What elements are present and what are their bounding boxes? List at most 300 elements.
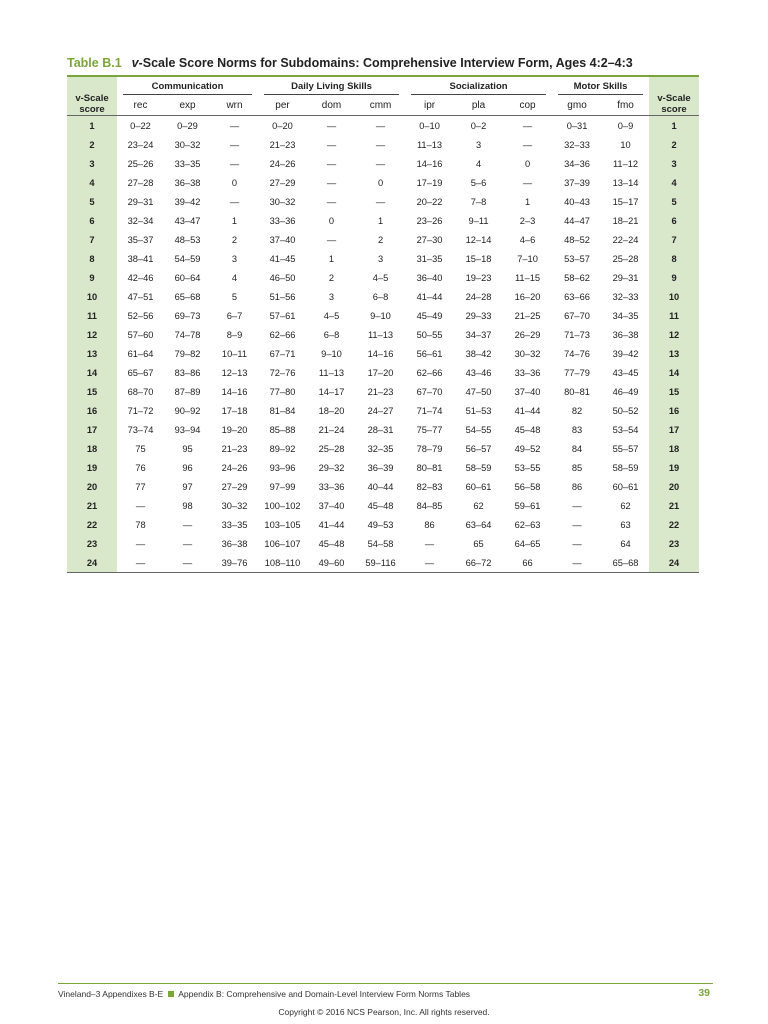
table-row [67, 116, 699, 136]
vscale-score-cell: 20 [649, 477, 699, 496]
vscale-score-cell: 15 [649, 382, 699, 401]
score-range-cell: 97 [182, 481, 193, 492]
score-range-cell: 29–33 [465, 310, 492, 321]
score-range-cell: — [229, 120, 240, 131]
score-range-cell: — [326, 234, 337, 245]
vscale-score-cell: 18 [649, 439, 699, 458]
score-range-cell: 79–82 [174, 348, 201, 359]
table-row [67, 477, 699, 496]
vscale-score-cell: 10 [649, 287, 699, 306]
vscale-score-cell: 19 [649, 458, 699, 477]
table-row [67, 325, 699, 344]
score-range-cell: 30–32 [269, 196, 296, 207]
subdomain-header: fmo [602, 95, 649, 116]
score-range-cell: 46–49 [612, 386, 639, 397]
table-row [67, 515, 699, 534]
score-range-cell: 65–68 [174, 291, 201, 302]
score-range-cell: 76 [135, 462, 146, 473]
score-range-cell: 100–102 [264, 500, 301, 511]
table-row [67, 363, 699, 382]
score-range-cell: — [229, 196, 240, 207]
table-row [67, 306, 699, 325]
score-range-cell: 9–10 [370, 310, 391, 321]
score-range-cell: 41–44 [416, 291, 443, 302]
vscale-score-cell: 19 [67, 458, 117, 477]
score-range-cell: — [326, 158, 337, 169]
vscale-score-cell: 17 [649, 420, 699, 439]
score-range-cell: — [326, 196, 337, 207]
score-range-cell: 3 [231, 253, 238, 264]
score-range-cell: 84–85 [416, 500, 443, 511]
score-range-cell: 35–37 [127, 234, 154, 245]
square-bullet-icon [168, 991, 174, 997]
score-range-cell: 77–79 [564, 367, 590, 378]
score-range-cell: — [572, 500, 582, 511]
score-range-cell: 32–34 [127, 215, 154, 226]
score-range-cell: 62 [620, 500, 631, 511]
score-range-cell: 34–37 [465, 329, 492, 340]
domain-header-daily-living: Daily Living Skills [258, 76, 405, 95]
score-range-cell: 69–73 [174, 310, 201, 321]
score-range-cell: 78 [135, 519, 146, 530]
score-range-cell: 97–99 [269, 481, 296, 492]
table-title [67, 56, 703, 70]
table-row [67, 344, 699, 363]
score-range-cell: 82–83 [416, 481, 443, 492]
score-range-cell: 21–25 [514, 310, 541, 321]
score-range-cell: 49–60 [307, 553, 356, 573]
score-range-cell: 0–22 [130, 120, 151, 131]
score-range-cell: 51–53 [465, 405, 492, 416]
score-range-cell: 60–61 [612, 481, 639, 492]
score-range-cell: — [326, 120, 337, 131]
score-range-cell: — [375, 120, 386, 131]
score-range-cell: 60–64 [174, 272, 201, 283]
score-range-cell: 11–15 [514, 272, 541, 283]
domain-header-communication: Communication [117, 76, 258, 95]
score-range-cell: 77 [135, 481, 146, 492]
score-range-cell: 36–38 [221, 538, 248, 549]
vscale-score-cell: 24 [649, 553, 699, 573]
score-range-cell: 72–76 [269, 367, 296, 378]
score-range-cell: — [552, 553, 602, 573]
score-range-cell: 1 [231, 215, 238, 226]
score-range-cell: 37–40 [318, 500, 345, 511]
score-range-cell: 57–60 [127, 329, 154, 340]
table-row [67, 553, 699, 573]
table-row [67, 439, 699, 458]
vscale-score-cell: 22 [67, 515, 117, 534]
page-number: 39 [698, 987, 710, 999]
score-range-cell: 23–24 [127, 139, 154, 150]
score-range-cell: — [522, 139, 533, 150]
score-range-cell: 17–18 [221, 405, 248, 416]
vscale-score-cell: 16 [649, 401, 699, 420]
vscale-score-cell: 15 [67, 382, 117, 401]
score-range-cell: 29–31 [612, 272, 639, 283]
score-range-cell: 67–70 [564, 310, 590, 321]
title-italic: v [131, 56, 139, 70]
score-range-cell: 75–77 [416, 424, 443, 435]
vscale-score-cell: 6 [67, 211, 117, 230]
vscale-header-right [649, 76, 699, 116]
table-row [67, 135, 699, 154]
score-range-cell: 39–76 [211, 553, 258, 573]
score-range-cell: 43–45 [612, 367, 639, 378]
score-range-cell: 29–32 [318, 462, 345, 473]
table-row [67, 496, 699, 515]
score-range-cell: 55–57 [612, 443, 639, 454]
vscale-score-cell: 4 [649, 173, 699, 192]
score-range-cell: — [326, 139, 337, 150]
vscale-score-cell: 12 [67, 325, 117, 344]
score-range-cell: — [424, 538, 435, 549]
score-range-cell: 52–56 [127, 310, 154, 321]
subdomain-header: ipr [405, 95, 454, 116]
score-range-cell: 93–94 [174, 424, 201, 435]
table-row [67, 268, 699, 287]
score-range-cell: 6–7 [226, 310, 243, 321]
score-range-cell: 65–67 [127, 367, 154, 378]
score-range-cell: 62–66 [269, 329, 296, 340]
domain-header-socialization: Socialization [405, 76, 552, 95]
score-range-cell: 48–53 [174, 234, 201, 245]
score-range-cell: 1 [377, 215, 384, 226]
score-range-cell: 14–16 [416, 158, 443, 169]
score-range-cell: 3 [377, 253, 384, 264]
score-range-cell: 17–19 [416, 177, 443, 188]
footer-running-head [58, 989, 470, 999]
score-range-cell: 49–52 [514, 443, 541, 454]
score-range-cell: 103–105 [264, 519, 301, 530]
table-row [67, 287, 699, 306]
score-range-cell: 33–35 [174, 158, 201, 169]
score-range-cell: 4 [231, 272, 238, 283]
score-range-cell: 64 [620, 538, 631, 549]
score-range-cell: 9–10 [321, 348, 342, 359]
score-range-cell: 8–9 [226, 329, 243, 340]
score-range-cell: 45–49 [416, 310, 443, 321]
score-range-cell: 19–23 [465, 272, 492, 283]
score-range-cell: — [405, 553, 454, 573]
score-range-cell: 2 [377, 234, 384, 245]
vscale-header-line1: v-Scale [657, 93, 691, 104]
vscale-score-cell: 21 [649, 496, 699, 515]
score-range-cell: 37–40 [514, 386, 541, 397]
vscale-score-cell: 6 [649, 211, 699, 230]
vscale-score-cell: 10 [67, 287, 117, 306]
score-range-cell: 44–47 [564, 215, 590, 226]
score-range-cell: 95 [182, 443, 193, 454]
score-range-cell: 0–31 [566, 120, 588, 131]
score-range-cell: 6–8 [323, 329, 340, 340]
footer-left-text: Vineland–3 Appendixes B-E [58, 989, 164, 999]
score-range-cell: 34–36 [564, 158, 590, 169]
score-range-cell: 85–88 [269, 424, 296, 435]
score-range-cell: 33–36 [514, 367, 541, 378]
score-range-cell: — [164, 553, 211, 573]
subdomain-header: cop [503, 95, 552, 116]
score-range-cell: 25–28 [318, 443, 345, 454]
vscale-score-cell: 7 [649, 230, 699, 249]
score-range-cell: 83 [571, 424, 583, 435]
score-range-cell: 63–66 [564, 291, 590, 302]
score-range-cell: 67–70 [416, 386, 443, 397]
score-range-cell: 67–71 [269, 348, 296, 359]
score-range-cell: 80–81 [564, 386, 590, 397]
score-range-cell: 7–10 [517, 253, 538, 264]
score-range-cell: 83–86 [174, 367, 201, 378]
score-range-cell: 71–74 [416, 405, 443, 416]
score-range-cell: 46–50 [269, 272, 296, 283]
table-row [67, 192, 699, 211]
score-range-cell: 21–24 [318, 424, 345, 435]
score-range-cell: 49–53 [367, 519, 394, 530]
vscale-score-cell: 8 [67, 249, 117, 268]
score-range-cell: 16–20 [514, 291, 541, 302]
score-range-cell: 3 [475, 139, 482, 150]
score-range-cell: 48–52 [564, 234, 590, 245]
score-range-cell: 86 [571, 481, 583, 492]
score-range-cell: 65 [473, 538, 484, 549]
score-range-cell: 32–35 [367, 443, 394, 454]
vscale-header-line1: v-Scale [75, 93, 109, 104]
score-range-cell: 56–57 [465, 443, 492, 454]
vscale-score-cell: 23 [649, 534, 699, 553]
vscale-score-cell: 8 [649, 249, 699, 268]
score-range-cell: 98 [182, 500, 193, 511]
vscale-score-cell: 21 [67, 496, 117, 515]
score-range-cell: 62–66 [416, 367, 443, 378]
score-range-cell: 6–8 [372, 291, 389, 302]
score-range-cell: 32–33 [612, 291, 639, 302]
score-range-cell: 27–30 [416, 234, 443, 245]
score-range-cell: 1 [524, 196, 531, 207]
score-range-cell: 59–116 [356, 553, 405, 573]
score-range-cell: 106–107 [264, 538, 301, 549]
score-range-cell: 2 [231, 234, 238, 245]
vscale-score-cell: 2 [67, 135, 117, 154]
score-range-cell: — [135, 500, 146, 511]
table-label: Table B.1 [67, 56, 122, 70]
vscale-score-cell: 7 [67, 230, 117, 249]
subdomain-header: gmo [552, 95, 602, 116]
score-range-cell: 25–26 [127, 158, 154, 169]
score-range-cell: 4–5 [372, 272, 389, 283]
vscale-score-cell: 20 [67, 477, 117, 496]
score-range-cell: 63 [620, 519, 631, 530]
norms-table [67, 75, 699, 573]
score-range-cell: 85 [571, 462, 583, 473]
score-range-cell: 24–26 [221, 462, 248, 473]
vscale-score-cell: 16 [67, 401, 117, 420]
score-range-cell: 96 [182, 462, 193, 473]
score-range-cell: — [117, 553, 164, 573]
score-range-cell: 2–3 [519, 215, 536, 226]
score-range-cell: 36–38 [174, 177, 201, 188]
score-range-cell: 38–42 [465, 348, 492, 359]
score-range-cell: 68–70 [127, 386, 154, 397]
vscale-score-cell: 1 [649, 116, 699, 136]
score-range-cell: 62–63 [514, 519, 541, 530]
score-range-cell: 4–5 [323, 310, 340, 321]
score-range-cell: 27–28 [127, 177, 154, 188]
score-range-cell: 30–32 [514, 348, 541, 359]
score-range-cell: 56–61 [416, 348, 443, 359]
score-range-cell: 1 [328, 253, 335, 264]
score-range-cell: 78–79 [416, 443, 443, 454]
table-row [67, 249, 699, 268]
score-range-cell: 50–55 [416, 329, 443, 340]
score-range-cell: 58–59 [612, 462, 639, 473]
score-range-cell: 66–72 [454, 553, 503, 573]
score-range-cell: 61–64 [127, 348, 154, 359]
norms-body [67, 116, 699, 573]
subdomain-header: cmm [356, 95, 405, 116]
score-range-cell: — [522, 120, 533, 131]
score-range-cell: 7–8 [470, 196, 487, 207]
vscale-header-line2: score [661, 104, 687, 115]
score-range-cell: — [522, 177, 533, 188]
score-range-cell: 53–54 [612, 424, 639, 435]
score-range-cell: 18–20 [318, 405, 345, 416]
score-range-cell: 34–35 [612, 310, 639, 321]
score-range-cell: — [326, 177, 337, 188]
table-row [67, 534, 699, 553]
score-range-cell: 36–38 [612, 329, 639, 340]
score-range-cell: 15–18 [465, 253, 492, 264]
score-range-cell: 47–50 [465, 386, 492, 397]
vscale-score-cell: 12 [649, 325, 699, 344]
score-range-cell: 71–72 [127, 405, 154, 416]
title-rest: -Scale Score Norms for Subdomains: Comprehensive Interview Form, Ages 4:2–4:3 [138, 56, 633, 70]
score-range-cell: 33–35 [221, 519, 248, 530]
copyright-notice: Copyright © 2016 NCS Pearson, Inc. All rights reserved. [278, 1007, 490, 1017]
score-range-cell: 11–13 [318, 367, 345, 378]
score-range-cell: 0 [524, 158, 531, 169]
score-range-cell: 54–55 [465, 424, 492, 435]
score-range-cell: — [135, 538, 146, 549]
score-range-cell: 40–44 [367, 481, 394, 492]
score-range-cell: 64–65 [514, 538, 541, 549]
score-range-cell: 45–48 [514, 424, 541, 435]
vscale-score-cell: 18 [67, 439, 117, 458]
score-range-cell: 60–61 [465, 481, 492, 492]
score-range-cell: 5–6 [470, 177, 487, 188]
score-range-cell: 19–20 [221, 424, 248, 435]
score-range-cell: 41–44 [318, 519, 345, 530]
score-range-cell: 42–46 [127, 272, 154, 283]
score-range-cell: 17–20 [367, 367, 394, 378]
score-range-cell: 59–61 [514, 500, 541, 511]
score-range-cell: 75 [135, 443, 146, 454]
score-range-cell: 50–52 [612, 405, 639, 416]
score-range-cell: — [182, 538, 193, 549]
vscale-score-cell: 24 [67, 553, 117, 573]
score-range-cell: 4–6 [519, 234, 536, 245]
score-range-cell: 24–28 [465, 291, 492, 302]
score-range-cell: 108–110 [258, 553, 307, 573]
score-range-cell: 13–14 [612, 177, 639, 188]
score-range-cell: 39–42 [612, 348, 639, 359]
score-range-cell: 14–16 [221, 386, 248, 397]
subdomain-header: exp [164, 95, 211, 116]
vscale-score-cell: 17 [67, 420, 117, 439]
score-range-cell: 43–46 [465, 367, 492, 378]
vscale-score-cell: 23 [67, 534, 117, 553]
vscale-score-cell: 22 [649, 515, 699, 534]
score-range-cell: 65–68 [602, 553, 649, 573]
subdomain-header: pla [454, 95, 503, 116]
score-range-cell: 10 [620, 139, 631, 150]
vscale-score-cell: 11 [649, 306, 699, 325]
score-range-cell: 11–12 [612, 158, 639, 169]
vscale-score-cell: 9 [649, 268, 699, 287]
table-row [67, 458, 699, 477]
subdomain-header: rec [117, 95, 164, 116]
score-range-cell: 80–81 [416, 462, 443, 473]
vscale-score-cell: 13 [649, 344, 699, 363]
score-range-cell: 81–84 [269, 405, 296, 416]
score-range-cell: 0–10 [419, 120, 440, 131]
score-range-cell: 84 [571, 443, 583, 454]
score-range-cell: 9–11 [468, 215, 489, 226]
score-range-cell: 30–32 [221, 500, 248, 511]
score-range-cell: 0 [231, 177, 238, 188]
vscale-score-cell: 2 [649, 135, 699, 154]
score-range-cell: — [375, 196, 386, 207]
score-range-cell: 41–45 [269, 253, 296, 264]
score-range-cell: 36–40 [416, 272, 443, 283]
footer-right-text: Appendix B: Comprehensive and Domain-Level Interview Form Norms Tables [178, 989, 471, 999]
score-range-cell: 29–31 [127, 196, 154, 207]
score-range-cell: 54–58 [367, 538, 394, 549]
score-range-cell: 45–48 [318, 538, 345, 549]
score-range-cell: 14–17 [318, 386, 345, 397]
vscale-score-cell: 5 [649, 192, 699, 211]
score-range-cell: 15–17 [612, 196, 639, 207]
score-range-cell: 31–35 [416, 253, 443, 264]
table-row [67, 382, 699, 401]
score-range-cell: 86 [424, 519, 435, 530]
score-range-cell: 62 [473, 500, 484, 511]
vscale-score-cell: 5 [67, 192, 117, 211]
vscale-header-left [67, 76, 117, 116]
table-row [67, 401, 699, 420]
score-range-cell: 0–9 [617, 120, 634, 131]
score-range-cell: 21–23 [269, 139, 296, 150]
score-range-cell: 26–29 [514, 329, 541, 340]
score-range-cell: 0–20 [272, 120, 293, 131]
score-range-cell: 33–36 [318, 481, 345, 492]
vscale-score-cell: 3 [67, 154, 117, 173]
score-range-cell: 28–31 [367, 424, 394, 435]
score-range-cell: 37–40 [269, 234, 296, 245]
score-range-cell: 89–92 [269, 443, 296, 454]
footer-divider [58, 983, 713, 984]
score-range-cell: — [375, 139, 386, 150]
score-range-cell: 30–32 [174, 139, 201, 150]
score-range-cell: 40–43 [564, 196, 590, 207]
score-range-cell: 38–41 [127, 253, 154, 264]
domain-header-motor: Motor Skills [552, 76, 649, 95]
table-row [67, 420, 699, 439]
score-range-cell: 27–29 [269, 177, 296, 188]
score-range-cell: 77–80 [269, 386, 296, 397]
score-range-cell: 21–23 [221, 443, 248, 454]
table-row [67, 211, 699, 230]
score-range-cell: 51–56 [269, 291, 296, 302]
